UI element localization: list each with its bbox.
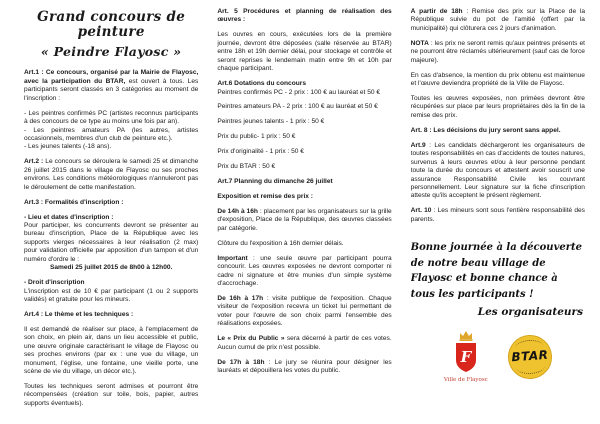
section-heading: Art. 5 Procédures et planning de réalisation des œuvres : [217,8,392,24]
organisers-label: Les organisateurs [477,306,583,319]
paragraph: Il est demandé de réaliser sur place, à l'emplacement de son choix, en plein air, dans un lieu accessible et public, une œuvre originale caractérisant le village de Flayosc ou ses proches environs (par ex : une vue du village, un monument, l'église, une fontaine, une vieille porte, une scène de vie du village, un décor etc.). [24,325,199,376]
title-line-1: Grand concours de peinture [37,9,186,40]
column-2 [217,8,391,420]
section-heading: Art.3 : Formalités d'inscription : [24,198,124,206]
paragraph: L'inscription est de 10 € par participant (1 ou 2 supports validés) et gratuite pour les mineurs. [24,287,199,303]
paragraph: Les ouvres en cours, exécutées lors de la première journée, devront être déposées (salle réservée au BTAR) entre 18h et 19h dernier délai, pour stockage et contrôle et seront reprises le lendemain matin entre 9h et 10h par chaque participant. [217,31,392,73]
script-note: Bonne journée à la découverte de notre beau village de Flayosc et bonne chance à tous les participants ! [410,242,582,300]
highlight-line: Samedi 25 juillet 2015 de 8h00 à 12h00. [49,264,173,272]
flayosc-crest-icon [449,330,483,376]
section-heading: Art.6 Dotations du concours [217,80,306,88]
column-3-text [411,8,585,302]
paragraph: Art.9 : Les candidats déchargeront les organisateurs de toutes responsabilités en cas d'accidents de toutes natures, survenus à leurs œuvres et/ou à leur personne pendant toute la durée du concours et attestent avoir souscrit une assurance Responsabilité Civile les couvrant personnellement. Leur signature sur la fiche d'inscription atteste qu'ils acceptent le présent règlement. [410,141,585,200]
paragraph: Art. 10 : Les mineurs sont sous l'entière responsabilité des parents. [410,207,585,223]
paragraph: Prix d'originalité - 1 prix : 50 € [217,148,304,156]
logos-row [411,330,585,384]
paragraph: Toutes les œuvres exposées, non primées devront être récupérées sur place par leurs propriétaires dès la fin de la remise des prix. [410,95,585,119]
paragraph: De 16h à 17h : visite publique de l'exposition. Chaque visiteur de l'exposition recevra un ticket lui permettant de voter pour l'œuvre de son choix parmi l'ensemble des réalisations exposées. [217,295,392,328]
column-2-text [217,8,391,376]
btar-logo-text: BTAR [510,347,549,365]
paragraph: NOTA : les prix ne seront remis qu'aux peintres présents et ne pourront être réclamés ultérieurement (sauf cas de force majeure). [410,39,585,64]
section-heading: Art. 8 : Les décisions du jury seront sans appel. [410,126,561,134]
section-heading: Art.4 : Le thème et les techniques : [24,310,134,318]
column-3 [411,8,585,420]
flayosc-crest-letter: F [460,347,472,366]
flayosc-logo-caption: Ville de Flayosc [443,376,488,383]
paragraph: En cas d'absence, la mention du prix obtenu est maintenue et l'œuvre deviendra propriété de la Ville de Flayosc. [410,71,585,88]
paragraph: Peintres amateurs PA - 2 prix : 100 € au lauréat et 50 € [217,103,378,111]
paragraph: Peintres jeunes talents - 1 prix : 50 € [217,118,325,126]
paragraph: Clôture du l'exposition à 16h dernier délais. [217,239,344,247]
paragraph: À partir de 18h : Remise des prix sur la Place de la République suivie du pot de l'amitié (offert par la municipalité) qui clôturera ces 2 jours d'animation. [410,8,585,32]
title-line-2: « Peindre Flayosc » [40,43,182,59]
section-heading: - Lieu et dates d'inscription : [24,213,114,221]
btar-logo [506,333,553,380]
paragraph: Toutes les techniques seront admises et pourront être récompensées (création sur toile, bois, papier, autres supports éventuels). [24,383,199,407]
paragraph: De 17h à 18h : Le jury se réunira pour désigner les lauréats et dépouillera les votes du public. [217,358,392,375]
section-heading: - Droit d'inscription [24,279,85,287]
paragraph: De 14h à 16h : placement par les organisateurs sur la grille d'exposition, Place de la République, des œuvres classées par catégorie. [217,208,392,232]
paragraph: Le « Prix du Public » sera décerné à partir de ces votes. Aucun cumul de prix n'est possible. [217,335,392,351]
paragraph: - Les peintres amateurs PA (les autres, artistes occasionnels, membres d'un club de peinture etc.). [24,126,199,142]
column-1-text [24,69,198,408]
paragraph: - Les jeunes talents (-18 ans). [24,143,112,151]
column-1 [24,8,198,420]
document-title [24,10,198,58]
paragraph: Important : une seule œuvre par participant pourra concourir. Les œuvres exposées ne devront comporter ni cadre ni signature et être munies d'un simple système d'accrochage. [217,254,392,288]
section-heading: Art.7 Planning du dimanche 26 juillet [217,178,333,186]
paragraph: Art.1 : Ce concours, organisé par la Mairie de Flayosc, avec la participation du BTAR, est ouvert à tous. Les participants seront classés en 3 catégories au moment de l'inscription : [24,69,199,102]
paragraph: Art.2 : Le concours se déroulera le samedi 25 et dimanche 26 juillet 2015 dans le village de Flayosc ou ses proches environs. Les conditions météorologiques n'annuleront pas le déroulement de cette manifestation. [24,158,199,191]
paragraph: Prix du public- 1 prix : 50 € [217,133,296,141]
paragraph: Pour participer, les concurrents devront se présenter au bureau d'inscription, Place de la République avec les supports vierges nécessaires à leur réalisation (2 max) pour validation officielle par apposition d'un tampon et d'un numéro d'ordre le : [24,222,199,263]
paragraph: - Les peintres confirmés PC (artistes reconnus participants à des concours de ce type au moins une fois par an). [24,109,199,126]
paragraph: Prix du BTAR : 50 € [217,163,276,171]
flayosc-logo [444,330,488,384]
section-heading: Exposition et remise des prix : [217,193,313,201]
paragraph: Peintres confirmés PC - 2 prix : 100 € au lauréat et 50 € [217,88,381,96]
